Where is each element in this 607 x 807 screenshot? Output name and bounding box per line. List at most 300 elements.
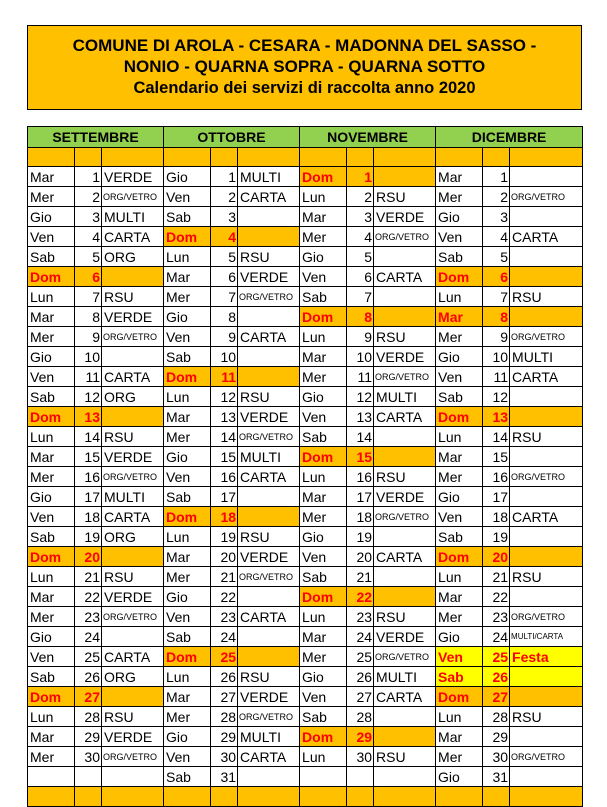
weekday-cell: Mar [300,347,347,367]
date-cell: 10 [75,347,102,367]
date-cell: 4 [347,227,374,247]
collection-calendar-table [27,126,583,807]
weekday-cell: Mar [28,447,75,467]
service-cell [510,727,583,747]
table-row [28,307,583,327]
service-cell: VERDE [374,207,436,227]
service-cell [238,767,300,787]
service-cell [102,407,164,427]
weekday-cell: Sab [28,527,75,547]
weekday-cell: Mar [300,487,347,507]
weekday-cell: Dom [28,547,75,567]
weekday-cell: Mar [436,307,483,327]
spacer-cell [347,148,374,167]
date-cell: 24 [75,627,102,647]
weekday-cell: Mer [300,227,347,247]
service-cell: ORG/VETRO [374,647,436,667]
date-cell: 4 [483,227,510,247]
service-cell: RSU [238,527,300,547]
weekday-cell: Lun [28,707,75,727]
service-cell: MULTI [238,727,300,747]
date-cell: 16 [347,467,374,487]
service-cell [374,567,436,587]
date-cell: 11 [211,367,238,387]
weekday-cell: Sab [300,427,347,447]
spacer-cell [483,148,510,167]
weekday-cell: Lun [28,567,75,587]
date-cell: 25 [75,647,102,667]
weekday-cell: Dom [300,727,347,747]
spacer-cell [75,148,102,167]
service-cell: RSU [374,467,436,487]
weekday-cell: Dom [28,267,75,287]
service-cell [374,587,436,607]
weekday-cell: Lun [300,327,347,347]
weekday-cell: Ven [436,647,483,667]
date-cell: 9 [75,327,102,347]
weekday-cell: Gio [300,527,347,547]
date-cell: 5 [347,247,374,267]
footer-cell [300,787,347,807]
service-cell [238,647,300,667]
weekday-cell: Gio [28,487,75,507]
date-cell: 14 [211,427,238,447]
service-cell: RSU [102,567,164,587]
date-cell: 29 [75,727,102,747]
spacer-cell [300,148,347,167]
table-row [28,567,583,587]
service-cell: MULTI [510,347,583,367]
weekday-cell: Gio [164,587,211,607]
weekday-cell: Mer [436,467,483,487]
date-cell: 24 [347,627,374,647]
table-row [28,487,583,507]
footer-cell [374,787,436,807]
weekday-cell: Gio [436,487,483,507]
table-row [28,607,583,627]
table-row [28,347,583,367]
service-cell: CARTA [238,607,300,627]
calendar-title-box [27,25,582,110]
table-row [28,287,583,307]
date-cell: 10 [211,347,238,367]
service-cell: CARTA [102,647,164,667]
weekday-cell: Mer [28,187,75,207]
service-cell: VERDE [102,727,164,747]
weekday-cell: Ven [164,607,211,627]
service-cell: ORG/VETRO [374,367,436,387]
date-cell: 4 [211,227,238,247]
date-cell: 21 [347,567,374,587]
date-cell: 13 [75,407,102,427]
service-cell [238,507,300,527]
spacer-cell [374,148,436,167]
service-cell [102,687,164,707]
service-cell [374,167,436,187]
service-cell [510,387,583,407]
date-cell: 21 [211,567,238,587]
service-cell [374,447,436,467]
table-row [28,387,583,407]
service-cell [238,627,300,647]
date-cell: 16 [211,467,238,487]
service-cell [238,487,300,507]
service-cell: CARTA [374,687,436,707]
table-row [28,667,583,687]
weekday-cell: Mar [436,447,483,467]
date-cell: 3 [347,207,374,227]
table-row [28,167,583,187]
date-cell: 2 [211,187,238,207]
service-cell [510,667,583,687]
weekday-cell: Mar [164,547,211,567]
date-cell: 7 [75,287,102,307]
date-cell: 25 [483,647,510,667]
date-cell: 11 [75,367,102,387]
date-cell: 5 [483,247,510,267]
date-cell: 19 [211,527,238,547]
service-cell: ORG/VETRO [102,187,164,207]
date-cell: 12 [211,387,238,407]
service-cell: MULTI [374,387,436,407]
date-cell: 20 [211,547,238,567]
footer-cell [347,787,374,807]
service-cell: ORG/VETRO [102,747,164,767]
title-line-1: COMUNE DI AROLA - CESARA - MADONNA DEL SASSO - [72,36,537,55]
weekday-cell: Ven [28,227,75,247]
weekday-cell: Mer [300,367,347,387]
service-cell: MULTI [102,207,164,227]
date-cell: 28 [75,707,102,727]
service-cell [510,247,583,267]
table-row [28,507,583,527]
weekday-cell: Ven [436,507,483,527]
weekday-cell: Ven [28,647,75,667]
service-cell [374,307,436,327]
service-cell [510,207,583,227]
service-cell: MULTI [238,167,300,187]
service-cell: ORG/VETRO [510,467,583,487]
footer-cell [510,787,583,807]
weekday-cell: Lun [436,707,483,727]
date-cell: 19 [75,527,102,547]
weekday-cell: Dom [164,647,211,667]
weekday-cell: Mer [164,567,211,587]
date-cell: 3 [483,207,510,227]
service-cell: ORG/VETRO [102,467,164,487]
weekday-cell: Sab [300,567,347,587]
service-cell [510,587,583,607]
service-cell: ORG [102,667,164,687]
service-cell [510,167,583,187]
date-cell: 25 [347,647,374,667]
date-cell: 26 [75,667,102,687]
footer-cell [28,787,75,807]
weekday-cell: Gio [164,447,211,467]
service-cell [102,767,164,787]
weekday-cell: Ven [28,367,75,387]
weekday-cell: Lun [300,467,347,487]
date-cell: 2 [75,187,102,207]
date-cell: 24 [211,627,238,647]
service-cell: Festa [510,647,583,667]
service-cell: RSU [374,607,436,627]
weekday-cell: Gio [164,167,211,187]
weekday-cell: Ven [300,547,347,567]
table-row [28,627,583,647]
weekday-cell: Ven [300,407,347,427]
date-cell: 27 [347,687,374,707]
spacer-cell [28,148,75,167]
date-cell: 3 [75,207,102,227]
service-cell [374,247,436,267]
date-cell: 14 [483,427,510,447]
weekday-cell: Gio [436,207,483,227]
date-cell: 2 [347,187,374,207]
date-cell: 16 [75,467,102,487]
date-cell: 31 [483,767,510,787]
date-cell: 7 [347,287,374,307]
weekday-cell: Dom [164,367,211,387]
service-cell: RSU [238,667,300,687]
date-cell: 9 [347,327,374,347]
weekday-cell: Dom [28,687,75,707]
weekday-cell: Mer [300,507,347,527]
weekday-cell: Mer [28,327,75,347]
date-cell: 23 [211,607,238,627]
date-cell: 8 [211,307,238,327]
service-cell: CARTA [510,507,583,527]
date-cell: 29 [211,727,238,747]
date-cell: 11 [483,367,510,387]
table-row [28,367,583,387]
table-row [28,547,583,567]
date-cell: 30 [211,747,238,767]
service-cell: ORG [102,527,164,547]
date-cell: 21 [483,567,510,587]
title-line-3: Calendario dei servizi di raccolta anno 2020 [133,79,476,97]
weekday-cell: Dom [436,407,483,427]
month-name-1: OTTOBRE [164,127,300,148]
title-line-2: NONIO - QUARNA SOPRA - QUARNA SOTTO [123,57,486,76]
weekday-cell: Sab [164,627,211,647]
date-cell: 27 [75,687,102,707]
weekday-cell: Dom [300,587,347,607]
date-cell: 27 [211,687,238,707]
date-cell: 29 [483,727,510,747]
date-cell: 22 [211,587,238,607]
date-cell: 19 [483,527,510,547]
weekday-cell: Lun [436,287,483,307]
month-header-row [28,127,583,148]
weekday-cell: Gio [28,207,75,227]
date-cell: 21 [75,567,102,587]
weekday-cell: Dom [300,167,347,187]
service-cell: VERDE [238,547,300,567]
footer-cell [436,787,483,807]
service-cell: VERDE [102,587,164,607]
weekday-cell: Dom [436,687,483,707]
service-cell: CARTA [238,327,300,347]
weekday-cell: Mer [28,607,75,627]
service-cell [510,687,583,707]
date-cell: 17 [483,487,510,507]
weekday-cell: Sab [300,707,347,727]
weekday-cell: Mer [436,607,483,627]
date-cell: 1 [211,167,238,187]
service-cell: CARTA [238,187,300,207]
weekday-cell: Mar [28,727,75,747]
weekday-cell: Sab [436,247,483,267]
service-cell: ORG/VETRO [102,327,164,347]
date-cell: 31 [211,767,238,787]
weekday-cell: Mer [164,287,211,307]
service-cell [374,767,436,787]
date-cell: 14 [347,427,374,447]
weekday-cell: Ven [436,227,483,247]
service-cell: VERDE [374,627,436,647]
date-cell: 18 [483,507,510,527]
date-cell: 18 [211,507,238,527]
date-cell: 6 [211,267,238,287]
date-cell: 15 [75,447,102,467]
spacer-cell [164,148,211,167]
service-cell: VERDE [238,407,300,427]
weekday-cell: Mar [28,167,75,187]
weekday-cell: Sab [436,667,483,687]
footer-cell [211,787,238,807]
service-cell: RSU [102,707,164,727]
footer-row [28,787,583,807]
weekday-cell: Dom [164,507,211,527]
service-cell: CARTA [238,747,300,767]
service-cell: VERDE [102,447,164,467]
service-cell [510,267,583,287]
date-cell: 12 [347,387,374,407]
service-cell: RSU [510,707,583,727]
service-cell [374,727,436,747]
weekday-cell: Mar [164,407,211,427]
spacer-cell [510,148,583,167]
weekday-cell: Gio [28,627,75,647]
weekday-cell: Ven [300,267,347,287]
weekday-cell: Sab [164,207,211,227]
service-cell: ORG/VETRO [510,187,583,207]
weekday-cell: Lun [164,527,211,547]
date-cell: 15 [211,447,238,467]
date-cell: 5 [211,247,238,267]
date-cell: 2 [483,187,510,207]
date-cell: 30 [75,747,102,767]
weekday-cell: Mar [300,627,347,647]
weekday-cell: Mer [300,647,347,667]
service-cell: CARTA [510,227,583,247]
weekday-cell: Gio [436,767,483,787]
date-cell: 26 [211,667,238,687]
weekday-cell: Mar [164,687,211,707]
table-row [28,687,583,707]
date-cell: 9 [211,327,238,347]
weekday-cell: Ven [164,747,211,767]
weekday-cell: Mer [436,747,483,767]
weekday-cell: Gio [300,387,347,407]
date-cell: 12 [75,387,102,407]
weekday-cell: Lun [300,747,347,767]
service-cell: CARTA [374,547,436,567]
date-cell: 30 [347,747,374,767]
service-cell: RSU [510,287,583,307]
weekday-cell [28,767,75,787]
service-cell: VERDE [102,167,164,187]
service-cell [374,707,436,727]
weekday-cell: Lun [164,667,211,687]
service-cell: RSU [510,427,583,447]
service-cell: RSU [374,747,436,767]
weekday-cell: Ven [436,367,483,387]
weekday-cell: Sab [164,767,211,787]
service-cell [238,227,300,247]
service-cell: VERDE [238,687,300,707]
service-cell: VERDE [374,347,436,367]
date-cell: 27 [483,687,510,707]
service-cell [510,487,583,507]
date-cell: 20 [75,547,102,567]
spacer-cell [436,148,483,167]
table-row [28,407,583,427]
spacer-row [28,148,583,167]
service-cell: ORG/VETRO [510,327,583,347]
service-cell: RSU [238,387,300,407]
date-cell: 24 [483,627,510,647]
date-cell: 1 [347,167,374,187]
weekday-cell: Mer [436,327,483,347]
weekday-cell: Gio [436,627,483,647]
service-cell [238,587,300,607]
date-cell: 8 [75,307,102,327]
spacer-cell [238,148,300,167]
weekday-cell: Lun [164,387,211,407]
weekday-cell: Dom [28,407,75,427]
date-cell: 18 [75,507,102,527]
date-cell: 12 [483,387,510,407]
date-cell: 13 [347,407,374,427]
service-cell: MULTI [374,667,436,687]
weekday-cell: Lun [436,427,483,447]
table-row [28,207,583,227]
service-cell: MULTI [102,487,164,507]
service-cell [374,427,436,447]
weekday-cell: Gio [436,347,483,367]
service-cell [102,547,164,567]
weekday-cell: Dom [164,227,211,247]
service-cell: ORG [102,387,164,407]
service-cell: RSU [510,567,583,587]
date-cell: 20 [347,547,374,567]
date-cell: 4 [75,227,102,247]
weekday-cell: Mar [28,587,75,607]
service-cell [374,287,436,307]
service-cell [510,527,583,547]
date-cell: 15 [347,447,374,467]
date-cell: 7 [211,287,238,307]
weekday-cell: Mer [436,187,483,207]
date-cell: 1 [75,167,102,187]
service-cell: RSU [374,327,436,347]
date-cell: 15 [483,447,510,467]
service-cell: CARTA [374,407,436,427]
service-cell [510,447,583,467]
service-cell: ORG/VETRO [238,567,300,587]
